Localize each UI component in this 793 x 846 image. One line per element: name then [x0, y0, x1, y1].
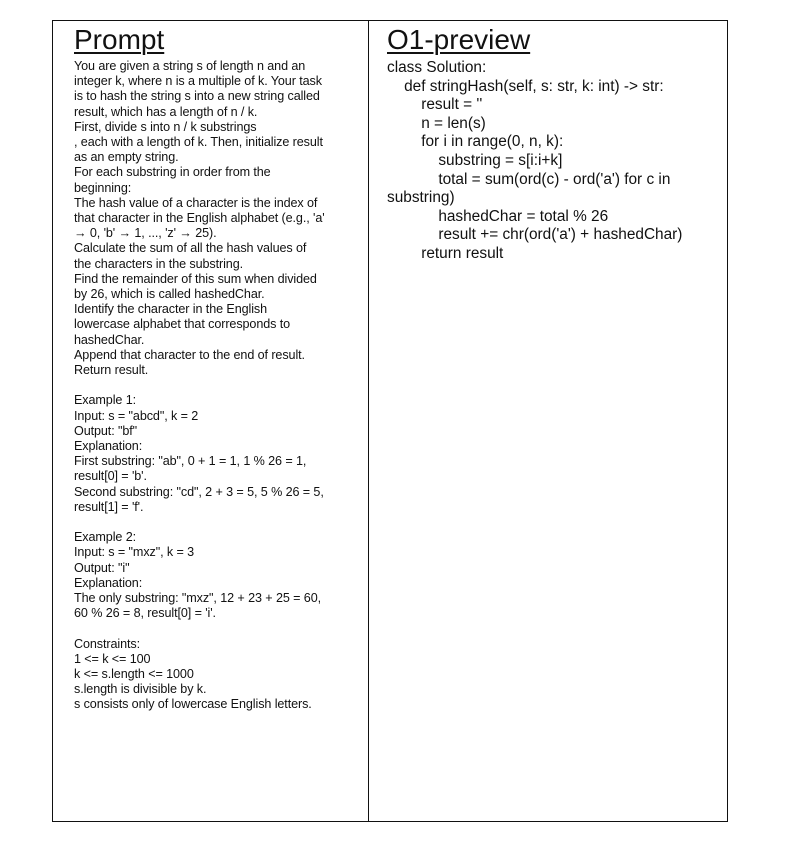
prompt-line: result, which has a length of n / k. [74, 104, 258, 119]
prompt-line: lowercase alphabet that corresponds to [74, 317, 291, 332]
code-line: n = len(s) [387, 114, 486, 132]
prompt-line: The only substring: "mxz", 12 + 23 + 25 = 60, [74, 591, 322, 606]
blank-line [74, 515, 358, 530]
prompt-line: Explanation: [74, 439, 143, 454]
prompt-line: that character in the English alphabet (e.g., 'a' [74, 211, 325, 226]
prompt-line: First substring: "ab", 0 + 1 = 1, 1 % 26 = 1, [74, 454, 307, 469]
prompt-line: Constraints: [74, 636, 140, 651]
blank-line [74, 378, 358, 393]
prompt-line: First, divide s into n / k substrings [74, 119, 257, 134]
prompt-line: Return result. [74, 363, 149, 378]
prompt-line: → 0, 'b' → 1, ..., 'z' → 25). [74, 226, 217, 241]
prompt-line: Example 2: [74, 530, 136, 545]
prompt-line: hashedChar. [74, 332, 145, 347]
prompt-line: result[0] = 'b'. [74, 469, 147, 484]
prompt-line: Output: "i" [74, 560, 130, 575]
code-line: hashedChar = total % 26 [387, 207, 609, 225]
prompt-line: result[1] = 'f'. [74, 499, 144, 514]
prompt-line: Find the remainder of this sum when divided [74, 271, 317, 286]
prompt-line: as an empty string. [74, 150, 179, 165]
prompt-line: Input: s = "abcd", k = 2 [74, 408, 199, 423]
prompt-line: Second substring: "cd", 2 + 3 = 5, 5 % 26 = 5, [74, 484, 324, 499]
response-heading: O1-preview [387, 24, 531, 55]
code-line: def stringHash(self, s: str, k: int) -> str: [387, 77, 664, 95]
prompt-column [53, 21, 369, 821]
response-code [369, 59, 717, 264]
prompt-line: , each with a length of k. Then, initialize result [74, 135, 323, 150]
code-line: result += chr(ord('a') + hashedChar) [387, 226, 683, 244]
prompt-line: the characters in the substring. [74, 256, 244, 271]
prompt-line: You are given a string s of length n and an [74, 59, 306, 73]
prompt-line: k <= s.length <= 1000 [74, 667, 194, 682]
prompt-line: beginning: [74, 180, 132, 195]
prompt-line: Example 1: [74, 393, 136, 408]
code-line: result = '' [387, 96, 483, 114]
code-line: substring = s[i:i+k] [387, 151, 563, 169]
prompt-line: s.length is divisible by k. [74, 682, 207, 697]
prompt-line: Output: "bf" [74, 423, 138, 438]
prompt-line: s consists only of lowercase English letters. [74, 697, 312, 712]
code-line: class Solution: [387, 59, 487, 76]
comparison-table [52, 20, 728, 822]
blank-line [74, 621, 358, 636]
prompt-line: integer k, where n is a multiple of k. Your task [74, 74, 322, 89]
prompt-line: Identify the character in the English [74, 302, 268, 317]
prompt-line: is to hash the string s into a new string called [74, 89, 320, 104]
code-line: return result [387, 244, 504, 262]
prompt-line: Calculate the sum of all the hash values of [74, 241, 307, 256]
code-line: total = sum(ord(c) - ord('a') for c in [387, 170, 671, 188]
prompt-heading: Prompt [74, 24, 165, 55]
code-line: substring) [387, 189, 455, 207]
prompt-line: For each substring in order from the [74, 165, 271, 180]
prompt-text [74, 59, 358, 713]
prompt-line: by 26, which is called hashedChar. [74, 287, 265, 302]
response-column [369, 21, 727, 821]
prompt-line: Append that character to the end of result. [74, 347, 305, 362]
prompt-line: Explanation: [74, 575, 143, 590]
prompt-line: 60 % 26 = 8, result[0] = 'i'. [74, 606, 216, 621]
prompt-line: The hash value of a character is the index of [74, 195, 318, 210]
prompt-line: Input: s = "mxz", k = 3 [74, 545, 195, 560]
code-line: for i in range(0, n, k): [387, 133, 564, 151]
prompt-line: 1 <= k <= 100 [74, 651, 151, 666]
